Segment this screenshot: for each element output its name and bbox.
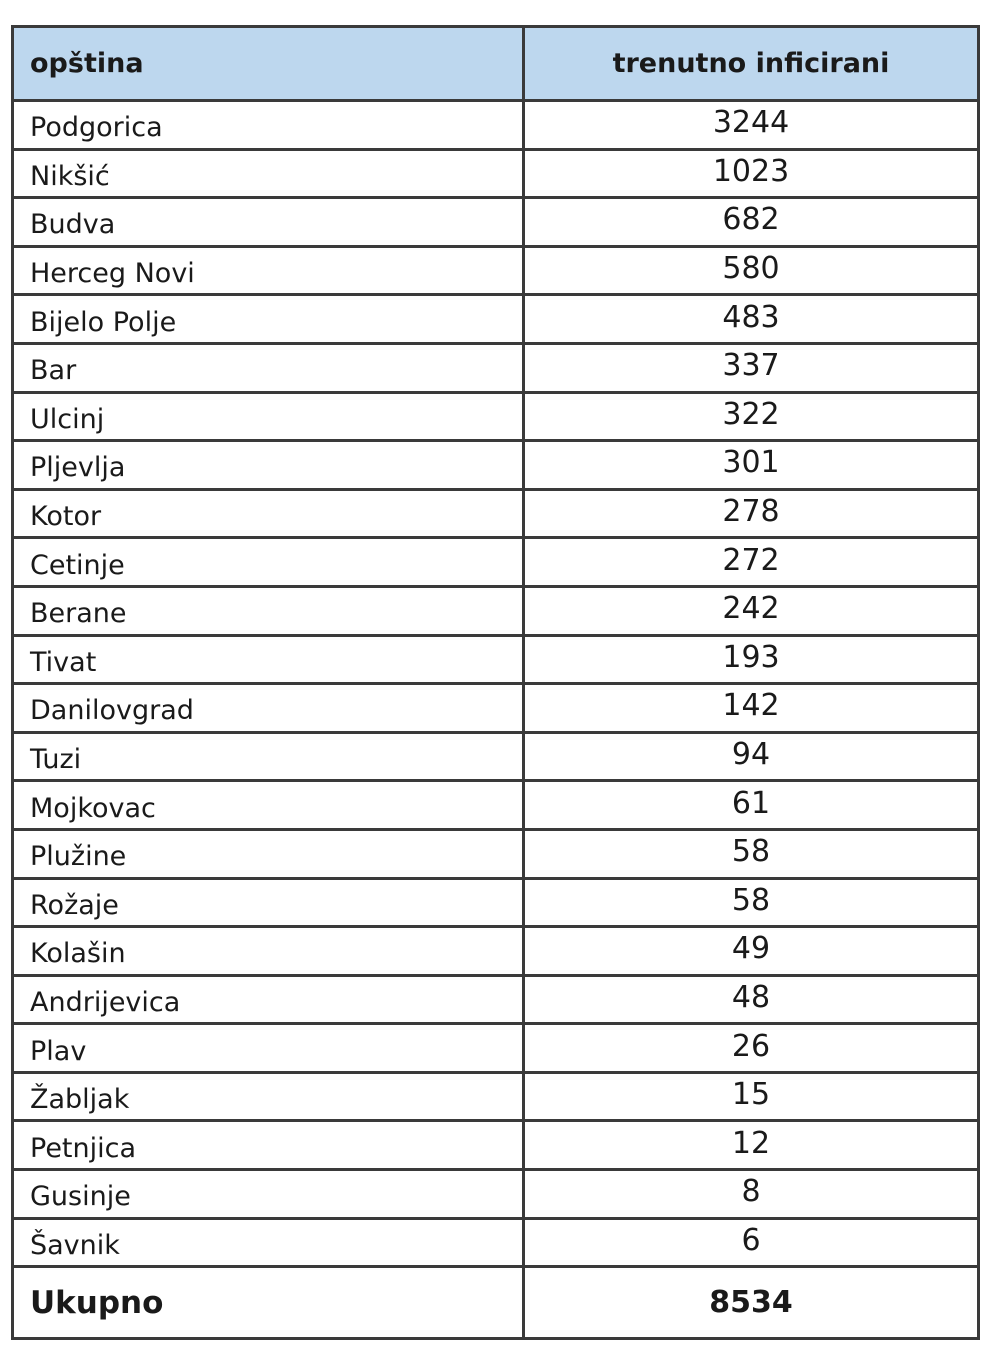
infected-count-cell: 483 xyxy=(524,295,979,344)
table-row xyxy=(13,538,979,587)
municipality-cell: Bar xyxy=(13,343,524,392)
municipality-cell: Danilovgrad xyxy=(13,684,524,733)
column-header-municipality: opština xyxy=(13,27,524,101)
table-row xyxy=(13,781,979,830)
infected-count-cell: 242 xyxy=(524,586,979,635)
municipality-cell: Berane xyxy=(13,586,524,635)
infected-count-cell: 337 xyxy=(524,343,979,392)
municipality-cell: Bijelo Polje xyxy=(13,295,524,344)
municipality-cell: Podgorica xyxy=(13,101,524,150)
infected-count-cell: 580 xyxy=(524,246,979,295)
municipality-cell: Andrijevica xyxy=(13,975,524,1024)
municipality-cell: Herceg Novi xyxy=(13,246,524,295)
infected-count-cell: 12 xyxy=(524,1121,979,1170)
table-row xyxy=(13,441,979,490)
municipality-cell: Pljevlja xyxy=(13,441,524,490)
municipality-cell: Tivat xyxy=(13,635,524,684)
infected-count-cell: 94 xyxy=(524,732,979,781)
infected-count-cell: 322 xyxy=(524,392,979,441)
total-value: 8534 xyxy=(524,1267,979,1339)
infections-table xyxy=(11,25,980,1340)
municipality-cell: Mojkovac xyxy=(13,781,524,830)
table-body xyxy=(13,101,979,1267)
table-row xyxy=(13,732,979,781)
infected-count-cell: 142 xyxy=(524,684,979,733)
table-row xyxy=(13,975,979,1024)
table-row xyxy=(13,101,979,150)
table-row xyxy=(13,198,979,247)
table-row xyxy=(13,635,979,684)
table-row xyxy=(13,1170,979,1219)
table-row xyxy=(13,149,979,198)
municipality-cell: Tuzi xyxy=(13,732,524,781)
municipality-cell: Plav xyxy=(13,1024,524,1073)
municipality-cell: Kolašin xyxy=(13,927,524,976)
municipality-cell: Nikšić xyxy=(13,149,524,198)
table-footer xyxy=(13,1267,979,1339)
infected-count-cell: 272 xyxy=(524,538,979,587)
infected-count-cell: 1023 xyxy=(524,149,979,198)
table-row xyxy=(13,586,979,635)
municipality-cell: Cetinje xyxy=(13,538,524,587)
infected-count-cell: 58 xyxy=(524,878,979,927)
infected-count-cell: 48 xyxy=(524,975,979,1024)
municipality-cell: Budva xyxy=(13,198,524,247)
municipality-cell: Žabljak xyxy=(13,1072,524,1121)
municipality-cell: Kotor xyxy=(13,489,524,538)
infected-count-cell: 8 xyxy=(524,1170,979,1219)
table-row xyxy=(13,246,979,295)
table-row xyxy=(13,1218,979,1267)
table-row xyxy=(13,343,979,392)
table-row xyxy=(13,927,979,976)
infected-count-cell: 301 xyxy=(524,441,979,490)
infected-count-cell: 6 xyxy=(524,1218,979,1267)
municipality-cell: Rožaje xyxy=(13,878,524,927)
infected-count-cell: 3244 xyxy=(524,101,979,150)
infected-count-cell: 61 xyxy=(524,781,979,830)
table-row xyxy=(13,684,979,733)
table-row xyxy=(13,1121,979,1170)
table-row xyxy=(13,1024,979,1073)
infected-count-cell: 682 xyxy=(524,198,979,247)
municipality-cell: Petnjica xyxy=(13,1121,524,1170)
infected-count-cell: 278 xyxy=(524,489,979,538)
infected-count-cell: 15 xyxy=(524,1072,979,1121)
column-header-infected: trenutno inficirani xyxy=(524,27,979,101)
table-row xyxy=(13,489,979,538)
municipality-cell: Šavnik xyxy=(13,1218,524,1267)
total-label: Ukupno xyxy=(13,1267,524,1339)
infected-count-cell: 49 xyxy=(524,927,979,976)
infected-count-cell: 58 xyxy=(524,829,979,878)
municipality-cell: Plužine xyxy=(13,829,524,878)
municipality-cell: Ulcinj xyxy=(13,392,524,441)
table-row xyxy=(13,878,979,927)
infected-count-cell: 193 xyxy=(524,635,979,684)
table-row xyxy=(13,829,979,878)
table-row xyxy=(13,295,979,344)
infected-count-cell: 26 xyxy=(524,1024,979,1073)
table-row xyxy=(13,1072,979,1121)
table-header xyxy=(13,27,979,101)
header-row xyxy=(13,27,979,101)
table-row xyxy=(13,392,979,441)
municipality-cell: Gusinje xyxy=(13,1170,524,1219)
total-row xyxy=(13,1267,979,1339)
